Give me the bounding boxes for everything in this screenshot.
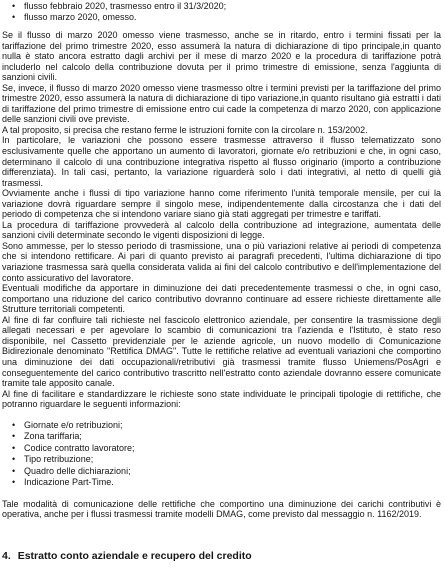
list-item: • Quadro delle dichiarazioni;	[24, 466, 441, 478]
paragraph-flusso-in-ritardo: Se il flusso di marzo 2020 omesso viene trasmesso, anche se in ritardo, entro i termini fissati per la tariffazione del primo trimestre 2020, esso assumerà la natura di dichiarazione di tipo principale,in quanto nulla è stato ancora estratto dagli archivi per il mese di marzo 2020 e la procedura di tariffazione potrà includerlo nel calcolo della contribuzione dovuta per il primo trimestre di emissione, senza l'aggiunta di sanzioni civili.	[2, 30, 441, 83]
paragraph-unita-temporale: Ovviamente anche i flussi di tipo variazione hanno come riferimento l'unità temporale mensile, per cui la variazione dovrà riguardare sempre il singolo mese, indipendentemente dalla circostanza che i dati del periodo di competenza che si intendono variare siano già stati aggregati per trimestre e tariffati.	[2, 188, 441, 220]
section-number: 4.	[2, 550, 11, 562]
paragraph-modalita-comunicazione: Tale modalità di comunicazione delle rettifiche che comportino una diminuzione dei carichi contributivi è operativa, anche per i flussi trasmessi tramite modelli DMAG, come previsto dal messaggio n. 1162/2019.	[2, 498, 441, 520]
list-item: • Giornate e/o retribuzioni;	[24, 420, 441, 432]
rettifiche-list	[2, 420, 441, 489]
paragraph-tipologie-rettifiche: Al fine di facilitare e standardizzare le richieste sono state individuate le principali tipologie di rettifiche, che potranno riguardare le seguenti informazioni:	[2, 388, 441, 410]
section-title: Estratto conto aziendale e recupero del credito	[17, 550, 252, 562]
paragraph-variazioni-ammesse: Sono ammesse, per lo stesso periodo di trasmissione, una o più variazioni relative ai periodi di competenza che si intendono rettificare. Ai pari di quanto previsto ai paragrafi precedenti, l'ultima dichiarazione di tipo variazione trasmessa sarà quella considerata valida ai fini del calcolo contributivo e dell'implementazione del conto assicurativo del lavoratore.	[2, 240, 441, 283]
paragraph-modifiche-diminuzione: Eventuali modifiche da apportare in diminuzione dei dati precedentemente trasmessi o che, in ogni caso, comportano una riduzione del carico contributivo dovranno continuare ad essere richieste direttamente alle Strutture territoriali competenti.	[2, 283, 441, 315]
list-item: • Tipo retribuzione;	[24, 454, 441, 466]
list-item: • Zona tariffaria;	[24, 431, 441, 443]
list-item: • flusso febbraio 2020, trasmesso entro il 31/3/2020;	[24, 1, 441, 12]
paragraph-flusso-oltre-termini: Se, invece, il flusso di marzo 2020 omesso viene trasmesso oltre i termini previsti per la tariffazione del primo trimestre 2020, esso assumerà la natura di dichiarazione di tipo variazione,in quanto risultano già estratti i dati di tariffazione del primo trimestre di emissione entro cui cade la competenza di marzo 2020, con applicazione delle sanzioni civili ove previste.	[2, 82, 441, 125]
paragraph-rettifica-dmag: Al fine di far confluire tali richieste nel fascicolo elettronico aziendale, per consentire la trasmissione degli allegati necessari e per agevolare lo scambio di comunicazioni tra l'azienda e l'Istituto, è stato reso disponibile, nel Cassetto previdenziale per le aziende agricole, un nuovo modello di Comunicazione Bidirezionale denominato "Rettifica DMAG". Tutte le rettifiche relative ad eventuali variazioni che comportino una diminuzione dei dati occupazionali/retributivi già trasmessi tramite flusso Uniemens/PosAgri e conseguentemente del carico contributivo trascritto nell'estratto conto aziendale dovranno essere comunicate tramite tale apposito canale.	[2, 314, 441, 389]
paragraph-procedura-tariffazione: La procedura di tariffazione provvederà al calcolo della contribuzione ad integrazione, aumentata delle sanzioni civili determinate secondo le vigenti disposizioni di legge.	[2, 219, 441, 241]
paragraph-variazioni-aumento: In particolare, le variazioni che possono essere trasmesse attraverso il flusso telematizzato sono esclusivamente quelle che apportano un aumento di lavoratori, giornate e/o retribuzioni e che, in ogni caso, determinano il calcolo di una contribuzione integrativa rispetto al flusso originario (importo a contribuzione differenziata). In tali casi, pertanto, la variazione riguarderà solo i dati integrativi, al netto di quelli già trasmessi.	[2, 135, 441, 188]
list-item: • flusso marzo 2020, omesso.	[24, 12, 441, 23]
list-item: • Indicazione Part-Time.	[24, 477, 441, 489]
paragraph-circolare: A tal proposito, si precisa che restano ferme le istruzioni fornite con la circolare n. 153/2002.	[2, 124, 368, 135]
section-heading	[2, 550, 252, 562]
list-item: • Codice contratto lavoratore;	[24, 443, 441, 455]
top-bullet-list	[2, 1, 441, 23]
